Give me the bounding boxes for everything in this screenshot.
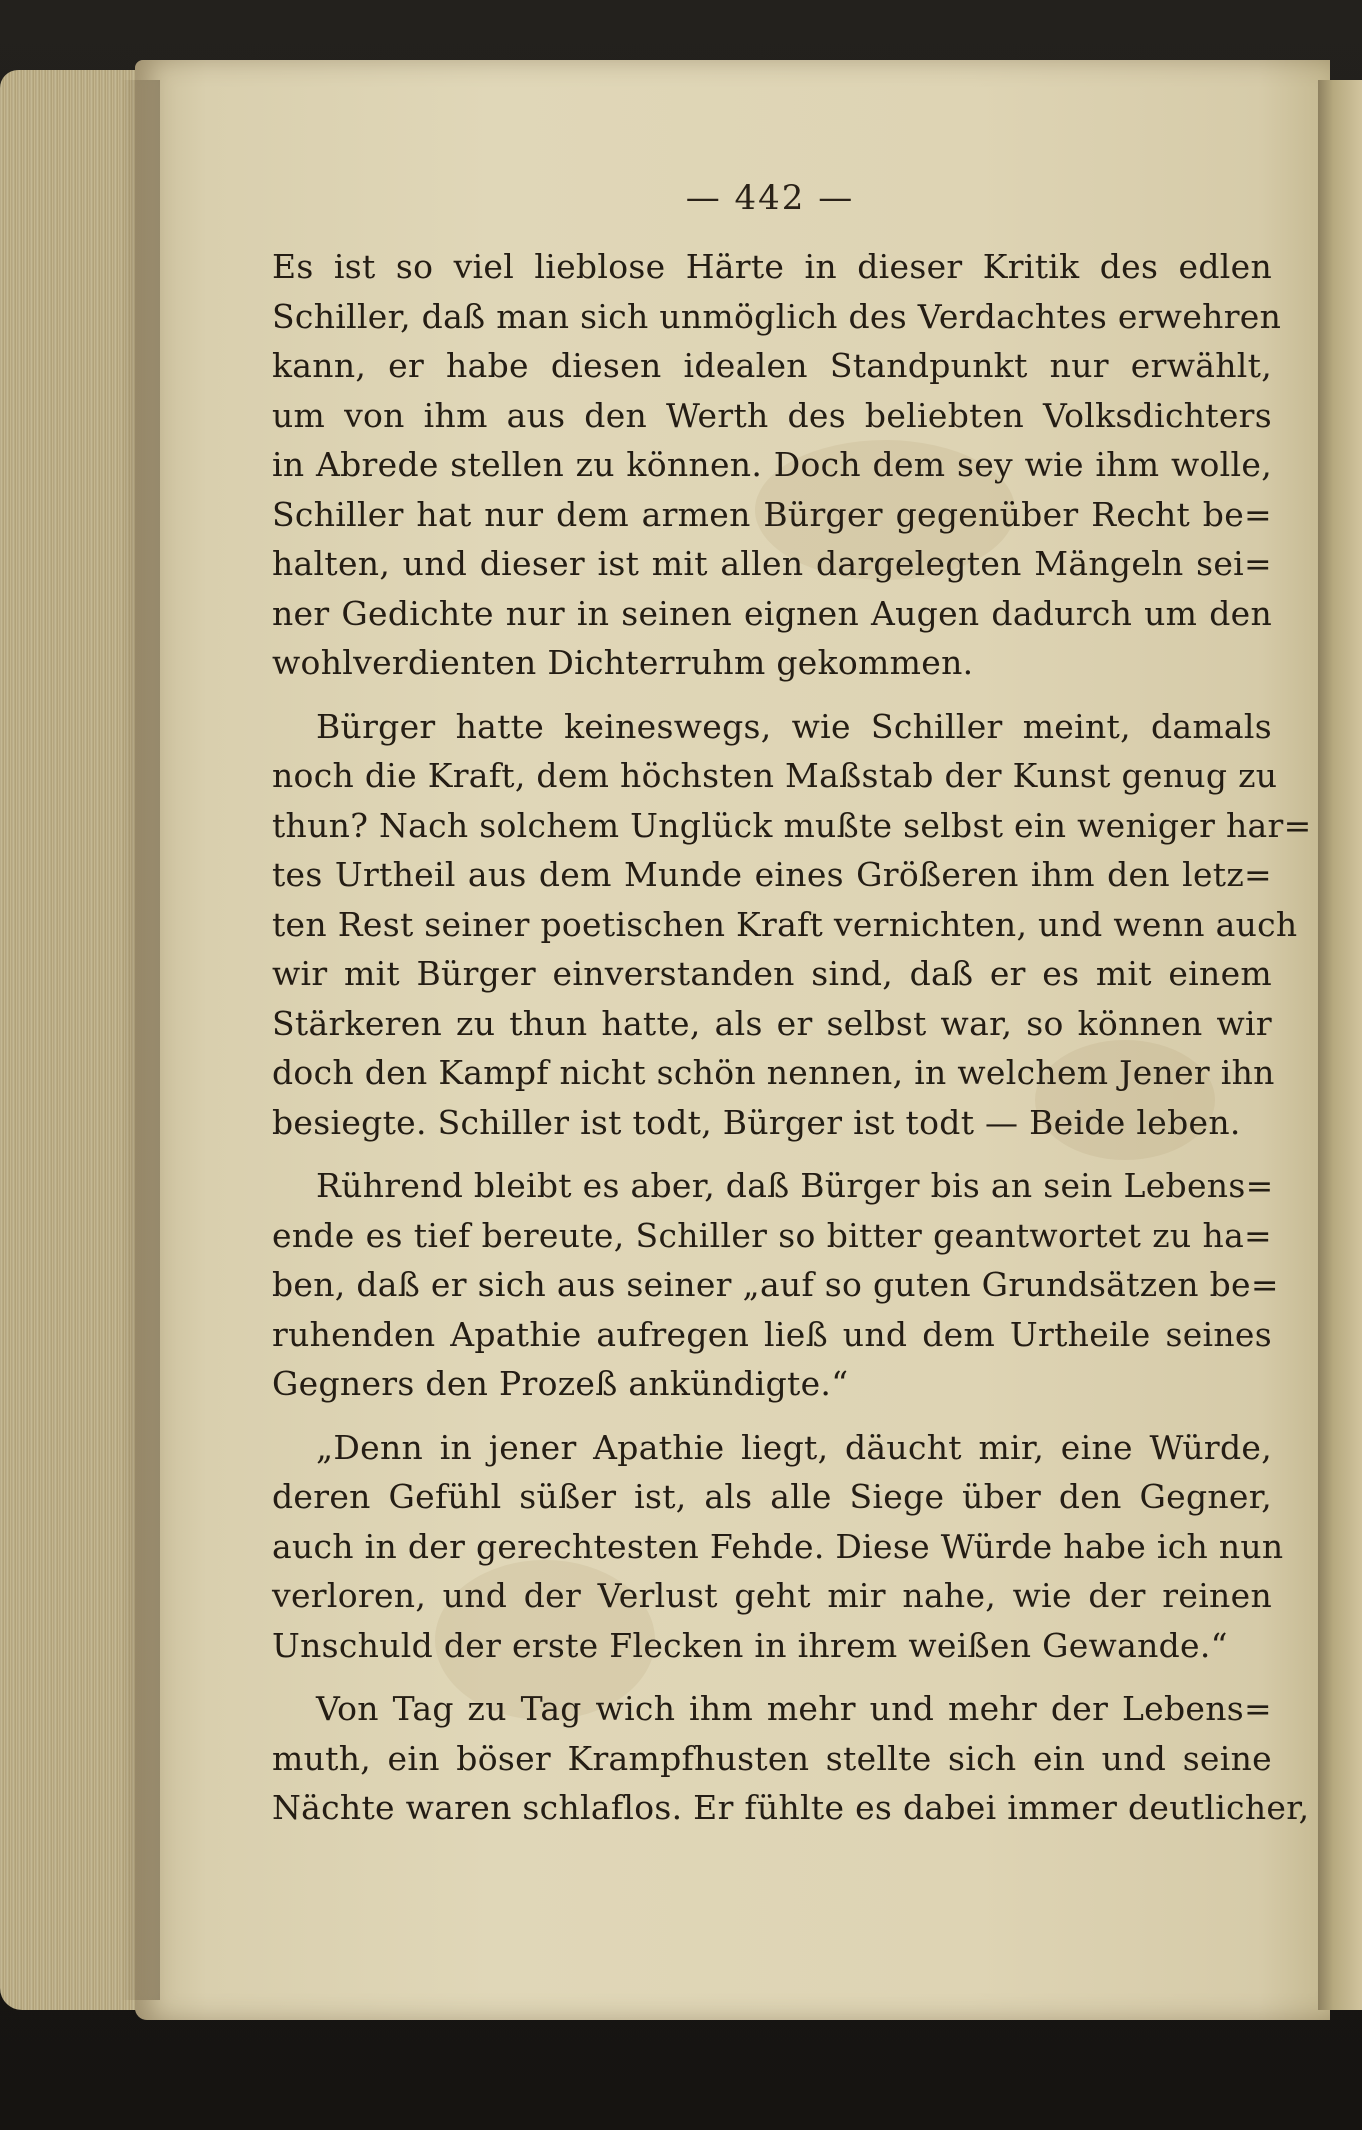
paragraph-gap xyxy=(272,1670,1272,1684)
text-line: wir mit Bürger einverstanden sind, daß er es mit einem xyxy=(272,954,1272,993)
text-line: muth, ein böser Krampfhusten stellte sich ein und seine xyxy=(272,1738,1272,1778)
paragraph xyxy=(272,1684,1310,1833)
text-line: Bürger hatte keineswegs, wie Schiller meint, damals xyxy=(316,706,1272,746)
text-line: besiegte. Schiller ist todt, Bürger ist todt — Beide leben. xyxy=(272,1102,1241,1142)
text-line: ende es tief bereute, Schiller so bitter geantwortet zu ha= xyxy=(272,1215,1272,1255)
text-line: Stärkeren zu thun hatte, als er selbst war, so können wir xyxy=(272,1003,1272,1043)
paragraph xyxy=(272,1161,1279,1409)
text-line: ruhenden Apathie aufregen ließ und dem Urtheile seines xyxy=(272,1314,1272,1354)
page-number: — 442 — xyxy=(685,178,855,218)
paragraph xyxy=(272,1423,1284,1671)
text-line: Rührend bleibt es aber, daß Bürger bis an sein Lebens= xyxy=(316,1166,1274,1205)
text-line: Schiller, daß man sich unmöglich des Verdachtes erwehren xyxy=(272,296,1282,336)
paragraph-gap xyxy=(272,688,1272,702)
text-line: ner Gedichte nur in seinen eignen Augen dadurch um den xyxy=(272,593,1272,633)
text-line: halten, und dieser ist mit allen dargelegten Mängeln sei= xyxy=(272,544,1272,583)
text-line: um von ihm aus den Werth des beliebten Volksdichters xyxy=(272,395,1272,435)
text-line: deren Gefühl süßer ist, als alle Siege über den Gegner, xyxy=(272,1477,1272,1516)
text-line: auch in der gerechtesten Fehde. Diese Würde habe ich nun xyxy=(272,1526,1284,1566)
gutter-shadow xyxy=(120,80,160,2000)
text-line: „Denn in jener Apathie liegt, däucht mir, eine Würde, xyxy=(316,1427,1272,1467)
text-line: doch den Kampf nicht schön nennen, in welchem Jener ihn xyxy=(272,1053,1275,1092)
text-line: wohlverdienten Dichterruhm gekommen. xyxy=(272,643,974,682)
text-line: in Abrede stellen zu können. Doch dem sey wie ihm wolle, xyxy=(272,445,1272,484)
text-line: tes Urtheil aus dem Munde eines Größeren ihm den letz= xyxy=(272,855,1272,894)
text-line: Nächte waren schlaflos. Er fühlte es dabei immer deutlicher, xyxy=(272,1788,1310,1827)
text-line: kann, er habe diesen idealen Standpunkt nur erwählt, xyxy=(272,346,1272,385)
text-line: Unschuld der erste Flecken in ihrem weißen Gewande.“ xyxy=(272,1625,1228,1665)
text-line: Von Tag zu Tag wich ihm mehr und mehr der Lebens= xyxy=(316,1689,1272,1728)
text-line: Es ist so viel lieblose Härte in dieser Kritik des edlen xyxy=(272,247,1272,286)
paragraph-gap xyxy=(272,1147,1272,1161)
paragraph xyxy=(272,702,1312,1148)
facing-page-edge xyxy=(1318,80,1362,2010)
paragraph xyxy=(272,242,1282,688)
text-line: noch die Kraft, dem höchsten Maßstab der Kunst genug zu xyxy=(272,756,1278,795)
text-line: thun? Nach solchem Unglück mußte selbst ein weniger har= xyxy=(272,805,1312,845)
text-line: ben, daß er sich aus seiner „auf so guten Grundsätzen be= xyxy=(272,1265,1279,1304)
text-line: ten Rest seiner poetischen Kraft vernichten, und wenn auch xyxy=(272,904,1298,944)
text-line: verloren, und der Verlust geht mir nahe, wie der reinen xyxy=(272,1576,1272,1615)
body-text xyxy=(272,242,1312,1833)
text-line: Gegners den Prozeß ankündigte.“ xyxy=(272,1364,849,1403)
text-line: Schiller hat nur dem armen Bürger gegenüber Recht be= xyxy=(272,494,1272,534)
paragraph-gap xyxy=(272,1409,1272,1423)
